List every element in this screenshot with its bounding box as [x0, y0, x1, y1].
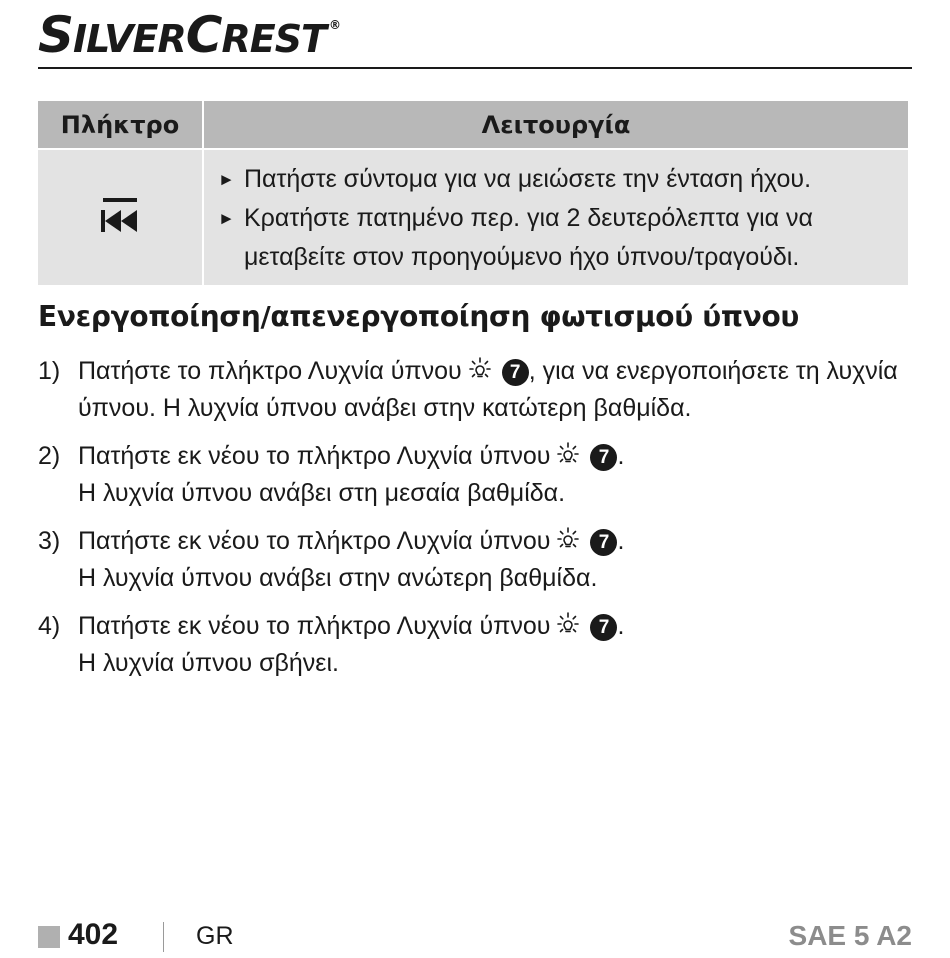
- sun-lamp-icon: [554, 440, 582, 468]
- page-number: 402: [68, 918, 119, 951]
- header-divider: [38, 67, 912, 69]
- brand-logo: SILVERCREST ®: [38, 6, 340, 64]
- list-item: 3) Πατήστε εκ νέου το πλήκτρο Λυχνία ύπνου 7 . Η λυχνία ύπνου ανάβει στην ανώτερη βαθμίδα.: [38, 527, 625, 592]
- reference-number-badge: 7: [590, 614, 617, 641]
- steps-list: [38, 353, 918, 693]
- bullet-arrow-icon: ►: [218, 209, 235, 228]
- footer-square-marker: [38, 926, 60, 948]
- table-row: [38, 150, 908, 285]
- reference-number-badge: 7: [590, 444, 617, 471]
- reference-number-badge: 7: [590, 529, 617, 556]
- language-code: GR: [196, 922, 234, 950]
- footer-separator: [163, 922, 164, 952]
- model-number: SAE 5 A2: [788, 920, 912, 951]
- list-item: 2) Πατήστε εκ νέου το πλήκτρο Λυχνία ύπνου 7 . Η λυχνία ύπνου ανάβει στη μεσαία βαθμίδα.: [38, 442, 625, 507]
- bullet-arrow-icon: ►: [218, 170, 235, 189]
- sun-lamp-icon: [466, 355, 494, 383]
- column-header-function: Λειτουργία: [204, 101, 908, 148]
- function-item: ► Πατήστε σύντομα για να μειώσετε την ένταση ήχου.: [218, 161, 898, 200]
- page-footer: [38, 918, 912, 958]
- function-item: ► Κρατήστε πατημένο περ. για 2 δευτερόλεπτα για να μεταβείτε στον προηγούμενο ήχο ύπνου/τραγούδι.: [218, 200, 898, 276]
- reference-number-badge: 7: [502, 359, 529, 386]
- key-function-table: [36, 99, 910, 287]
- sun-lamp-icon: [554, 610, 582, 638]
- function-cell: [204, 150, 908, 285]
- list-item: 1) Πατήστε το πλήκτρο Λυχνία ύπνου 7 , για να ενεργοποιήσετε τη λυχνία ύπνου. Η λυχνία ύπνου ανάβει στην κατώτερη βαθμίδα.: [38, 357, 898, 422]
- column-header-key: Πλήκτρο: [38, 101, 202, 148]
- sun-lamp-icon: [554, 525, 582, 553]
- key-cell: [38, 150, 202, 285]
- section-title: Ενεργοποίηση/απενεργοποίηση φωτισμού ύπνου: [38, 300, 800, 333]
- list-item: 4) Πατήστε εκ νέου το πλήκτρο Λυχνία ύπνου 7 . Η λυχνία ύπνου σβήνει.: [38, 612, 625, 677]
- previous-track-icon: [99, 196, 141, 234]
